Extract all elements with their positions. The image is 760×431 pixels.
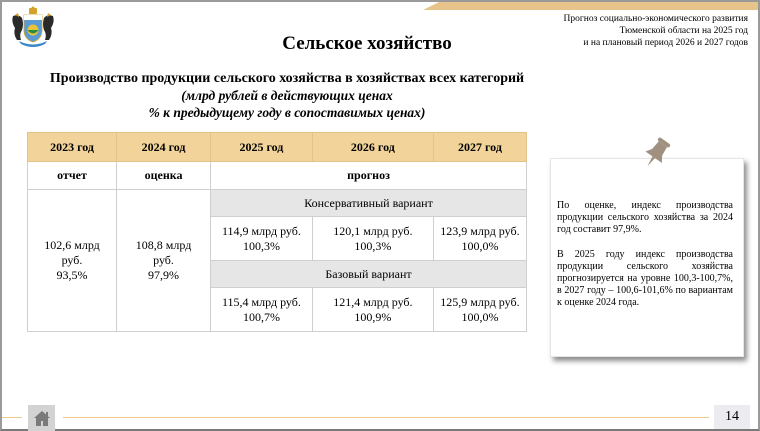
cell-percent: 97,9% xyxy=(148,268,180,282)
cell-percent: 100,3% xyxy=(242,238,280,253)
caption-units-line: (млрд рублей в действующих ценах xyxy=(181,88,393,103)
cell-percent: 100,7% xyxy=(242,309,280,324)
col-header-2024: 2024 год xyxy=(117,133,211,162)
cell-value: 115,4 млрд руб. xyxy=(222,294,301,309)
page-title: Сельское хозяйство xyxy=(282,33,452,54)
status-2024: оценка xyxy=(117,162,211,190)
cell-value-unit: руб. xyxy=(153,253,174,267)
header-note-line: Прогноз социально-экономического развития xyxy=(563,14,748,24)
cell-conservative-2025 xyxy=(211,217,313,261)
table-caption xyxy=(2,70,572,121)
cell-percent: 100,3% xyxy=(354,238,392,253)
col-header-2025: 2025 год xyxy=(211,133,313,162)
status-2023: отчет xyxy=(28,162,117,190)
cell-value: 102,6 млрд xyxy=(44,238,100,252)
cell-percent: 100,0% xyxy=(461,238,499,253)
cell-2023-actual xyxy=(28,190,117,332)
table-status-row xyxy=(28,162,527,190)
cell-value: 108,8 млрд xyxy=(135,238,192,252)
cell-value: 120,1 млрд руб. xyxy=(333,223,413,238)
footer-divider xyxy=(2,417,22,418)
col-header-2027: 2027 год xyxy=(433,133,526,162)
cell-percent: 93,5% xyxy=(56,268,88,282)
cell-percent: 100,0% xyxy=(461,309,499,324)
page-number: 14 xyxy=(714,405,750,429)
home-icon xyxy=(33,410,51,427)
note-paragraph: В 2025 году индекс производства продукции сельского хозяйства прогнозируется на уровне 100,3-100,7%, в 2027 году – 100,6-101,6% по вариантам к оценке 2024 года. xyxy=(557,249,733,308)
header-note-line: и на плановый период 2026 и 2027 годов xyxy=(583,38,748,48)
cell-base-2026 xyxy=(312,288,433,332)
table-row xyxy=(28,190,527,217)
col-header-2023: 2023 год xyxy=(28,133,117,162)
cell-value: 121,4 млрд руб. xyxy=(333,294,413,309)
header-note-line: Тюменской области на 2025 год xyxy=(619,26,748,36)
variant-base-label: Базовый вариант xyxy=(211,261,527,288)
pushpin-icon xyxy=(638,136,674,172)
caption-line: Производство продукции сельского хозяйства в хозяйствах всех категорий xyxy=(49,71,525,86)
caption-percent-line: % к предыдущему году в сопоставимых ценах) xyxy=(148,105,426,120)
cell-base-2027 xyxy=(433,288,526,332)
cell-value: 123,9 млрд руб. xyxy=(440,223,520,238)
variant-conservative-label: Консервативный вариант xyxy=(211,190,527,217)
top-accent-bar xyxy=(423,2,758,10)
cell-base-2025 xyxy=(211,288,313,332)
cell-conservative-2027 xyxy=(433,217,526,261)
cell-conservative-2026 xyxy=(312,217,433,261)
cell-value: 114,9 млрд руб. xyxy=(222,223,301,238)
footer-divider xyxy=(63,417,709,418)
cell-2024-estimate xyxy=(117,190,211,332)
cell-value-unit: руб. xyxy=(61,253,83,267)
cell-percent: 100,9% xyxy=(354,309,392,324)
home-button[interactable] xyxy=(28,405,55,431)
table-header-row xyxy=(28,133,527,162)
note-paragraph: По оценке, индекс производства продукции сельского хозяйства за 2024 год составит 97,9%. xyxy=(557,200,733,235)
note-card xyxy=(550,158,744,357)
col-header-2026: 2026 год xyxy=(312,133,433,162)
status-forecast: прогноз xyxy=(211,162,527,190)
production-table xyxy=(27,132,527,332)
cell-value: 125,9 млрд руб. xyxy=(440,294,520,309)
